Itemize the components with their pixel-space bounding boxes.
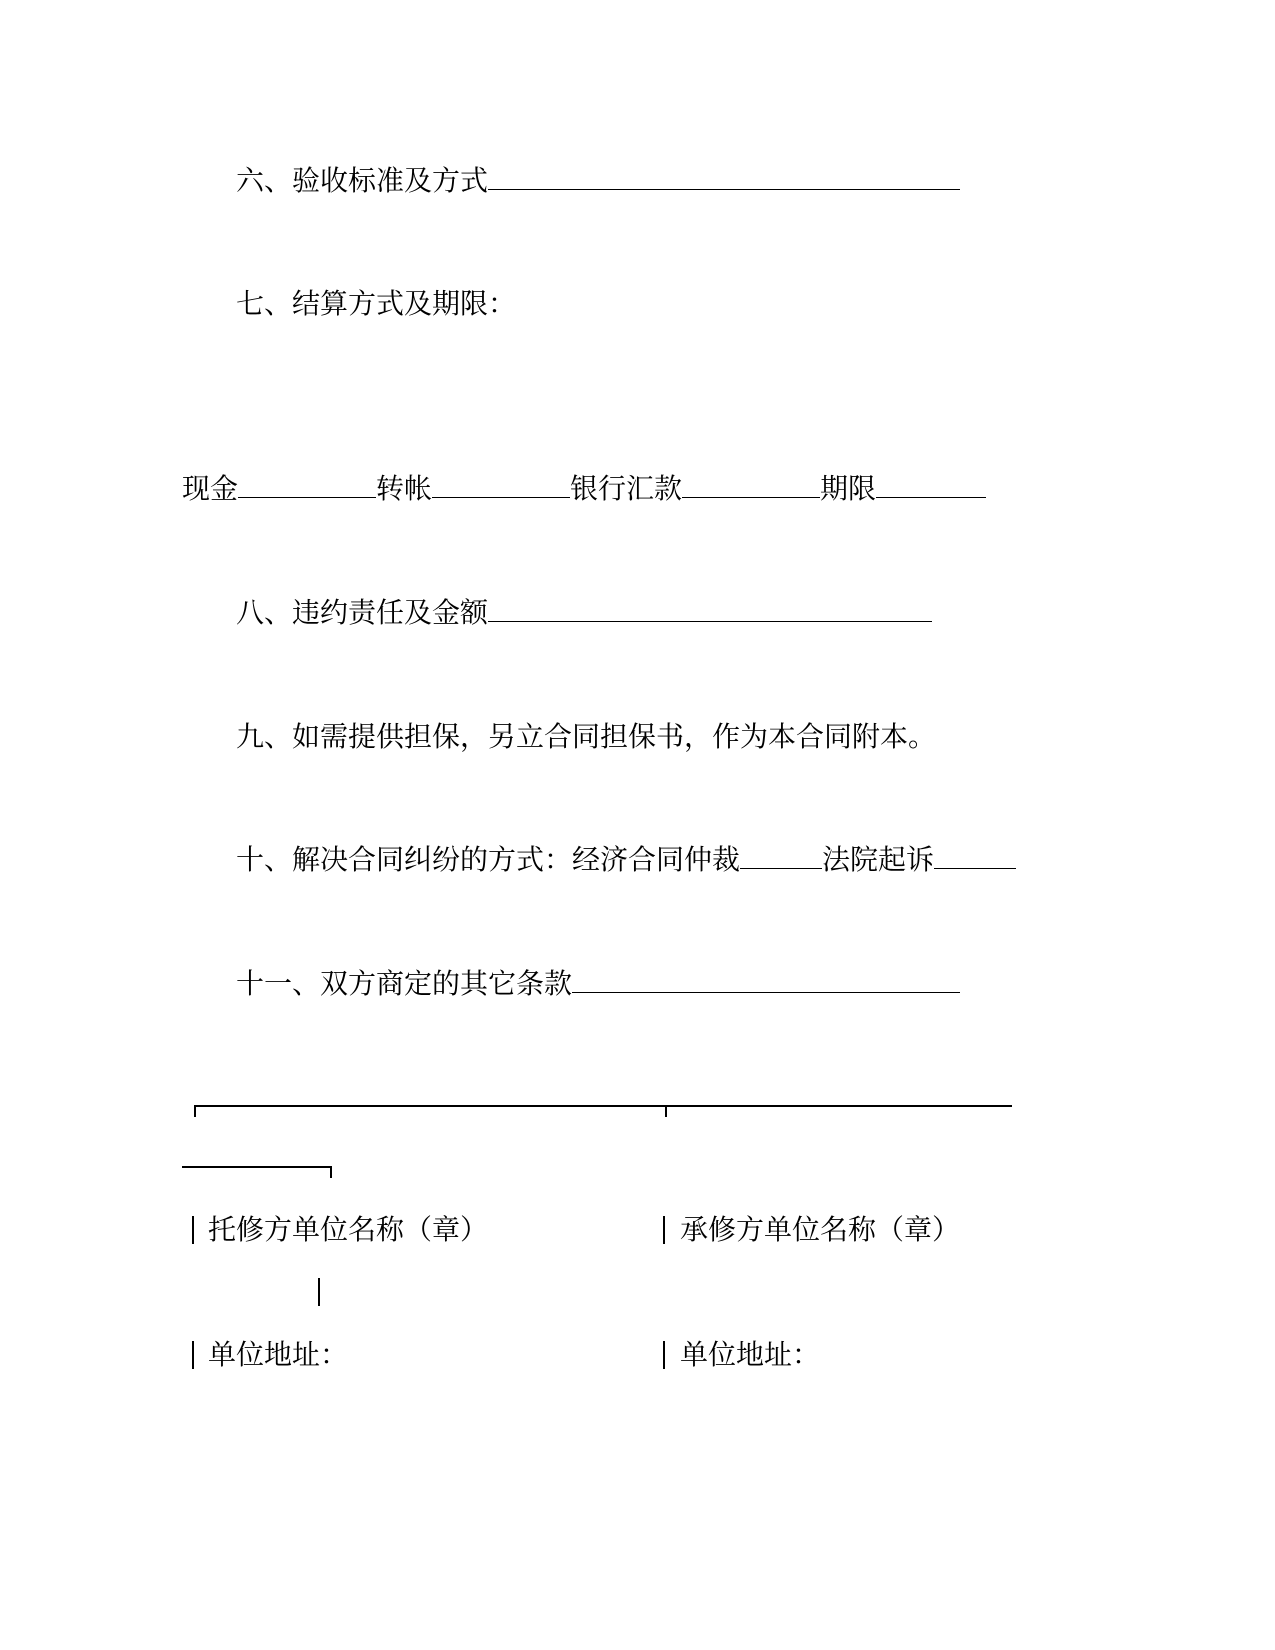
contractor-name-cell [680, 1212, 960, 1248]
client-name-cell [208, 1212, 488, 1248]
clause-6-label: 六、验收标准及方式 [236, 164, 489, 197]
clause-7-label: 七、结算方式及期限： [236, 287, 517, 320]
payment-transfer-blank[interactable] [432, 471, 570, 498]
clause-11-label: 十一、双方商定的其它条款 [236, 967, 573, 1000]
clause-10 [236, 842, 1016, 878]
table-right-bar-row1 [318, 1278, 320, 1306]
clause-11 [236, 966, 960, 1002]
table-top-left-corner [194, 1105, 196, 1117]
client-name-label: 托修方单位名称（章） [208, 1213, 489, 1246]
payment-term-label: 期限 [820, 472, 877, 505]
table-top-border [194, 1105, 1012, 1107]
clause-9 [236, 719, 936, 755]
payment-cash-blank[interactable] [238, 471, 376, 498]
clause-7 [236, 286, 516, 322]
table-left-bar-row2 [192, 1341, 194, 1369]
clause-8 [236, 595, 932, 631]
table-top-middle-tick [665, 1105, 667, 1117]
contractor-address-label: 单位地址： [680, 1338, 821, 1371]
client-address-label: 单位地址： [208, 1338, 349, 1371]
payment-term-blank[interactable] [876, 471, 986, 498]
clause-8-label: 八、违约责任及金额 [236, 596, 489, 629]
contractor-address-cell [680, 1337, 820, 1373]
clause-10-court-label: 法院起诉 [822, 843, 935, 876]
clause-10-arbitration-blank[interactable] [740, 842, 822, 869]
table-left-bar-row1 [192, 1216, 194, 1244]
client-address-cell [208, 1337, 348, 1373]
clause-6-blank[interactable] [488, 163, 960, 190]
clause-9-text: 九、如需提供担保，另立合同担保书，作为本合同附本。 [236, 720, 937, 753]
payment-transfer-label: 转帐 [376, 472, 433, 505]
clause-11-blank[interactable] [572, 966, 960, 993]
clause-10-label: 十、解决合同纠纷的方式：经济合同仲裁 [236, 843, 741, 876]
payment-line [182, 471, 986, 507]
table-middle-bar-row1 [663, 1216, 665, 1244]
table-top-right-corner [330, 1166, 332, 1178]
table-top-border-wrap [182, 1166, 332, 1168]
clause-8-blank[interactable] [488, 595, 932, 622]
table-middle-bar-row2 [663, 1341, 665, 1369]
contractor-name-label: 承修方单位名称（章） [680, 1213, 961, 1246]
payment-bank-blank[interactable] [682, 471, 820, 498]
payment-cash-label: 现金 [182, 472, 239, 505]
clause-6 [236, 163, 960, 199]
payment-bank-label: 银行汇款 [570, 472, 683, 505]
clause-10-court-blank[interactable] [934, 842, 1016, 869]
